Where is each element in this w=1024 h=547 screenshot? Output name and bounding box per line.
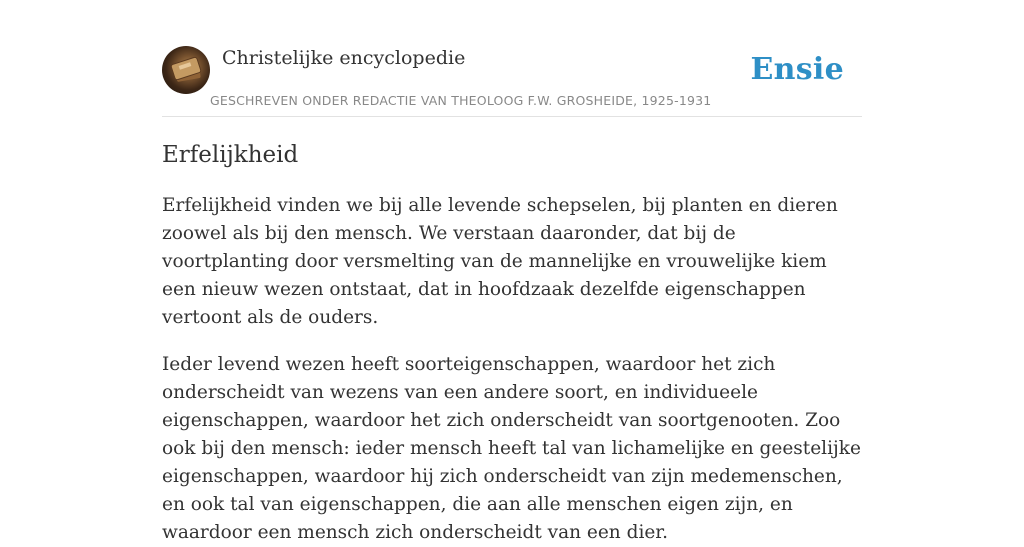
encyclopedia-title[interactable]: Christelijke encyclopedie xyxy=(222,47,466,69)
article-paragraph: Erfelijkheid vinden we bij alle levende schepselen, bij planten en dieren zoowel als bij den mensch. We verstaan daaronder, dat bij de voortplanting door versmelting van de mannelijke en vrouwelijke kiem een nieuw wezen ontstaat, dat in hoofdzaak dezelfde eigenschappen vertoont als de ouders. xyxy=(162,195,838,328)
encyclopedia-avatar[interactable] xyxy=(162,46,210,94)
encyclopedia-subtitle: GESCHREVEN ONDER REDACTIE VAN THEOLOOG F.W. GROSHEIDE, 1925-1931 xyxy=(210,93,712,108)
ensie-logo[interactable]: Ensie xyxy=(750,52,844,87)
article xyxy=(162,138,862,547)
article-paragraph: Ieder levend wezen heeft soorteigenschappen, waardoor het zich onderscheidt van wezens van een andere soort, en individueele eigenschappen, waardoor het zich onderscheidt van soortgenooten. Zoo ook bij den mensch: ieder mensch heeft tal van lichamelijke en geestelijke eigenschappen, waardoor hij zich onderscheidt van zijn medemenschen, en ook tal van eigenschappen, die aan alle menschen eigen zijn, en waardoor een mensch zich onderscheidt van een dier. xyxy=(162,354,861,543)
header xyxy=(162,46,862,117)
article-title: Erfelijkheid xyxy=(162,142,299,168)
